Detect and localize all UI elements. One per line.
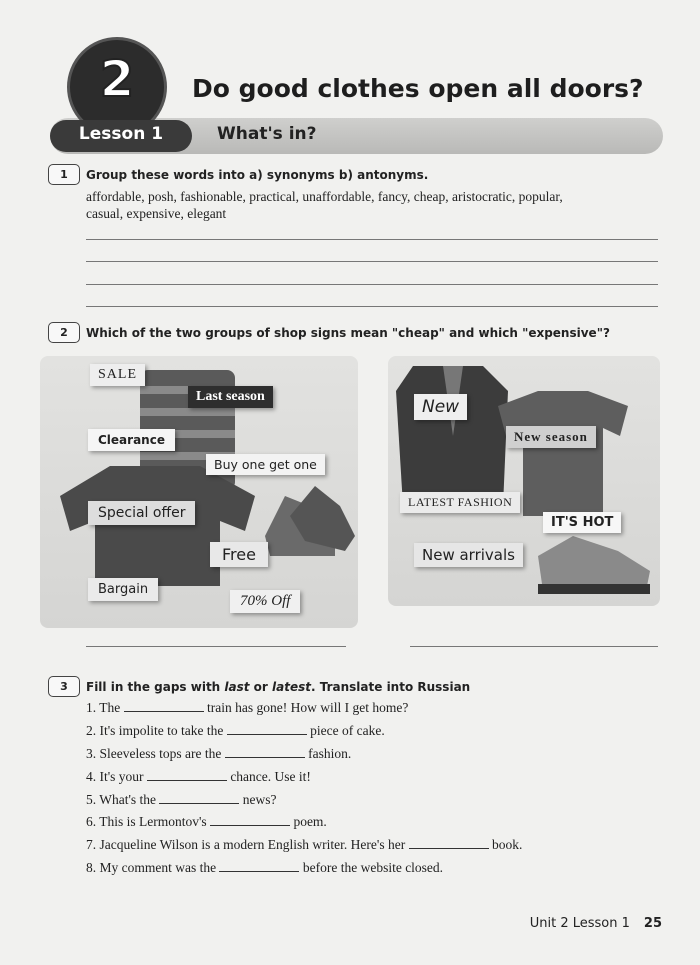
gap-blank[interactable] (409, 838, 489, 849)
shop-sign: Clearance (88, 429, 175, 451)
gap-blank[interactable] (147, 770, 227, 781)
shop-sign: Free (210, 542, 268, 567)
footer-unit-lesson: Unit 2 Lesson 1 (529, 916, 630, 931)
exercise-sentence: 6. This is Lermontov's poem. (86, 814, 327, 829)
gap-blank[interactable] (124, 701, 204, 712)
shop-sign: Buy one get one (206, 454, 325, 475)
answer-line[interactable] (86, 646, 346, 647)
exercise-sentence: 8. My comment was the before the website closed. (86, 860, 444, 875)
task-1-instruction: Group these words into a) synonyms b) antonyms. (86, 168, 429, 182)
shop-sign: Bargain (88, 578, 158, 601)
shop-sign: New season (506, 426, 596, 448)
exercise-sentence: 7. Jacqueline Wilson is a modern English writer. Here's her book. (86, 837, 523, 852)
gap-blank[interactable] (225, 747, 305, 758)
page-footer (530, 916, 662, 931)
shop-sign: IT'S HOT (543, 512, 621, 533)
gap-blank[interactable] (159, 793, 239, 804)
task-3-number: 3 (48, 676, 80, 697)
cheap-signs-photo (40, 356, 358, 628)
answer-line[interactable] (86, 284, 658, 285)
gap-blank[interactable] (219, 861, 299, 872)
shop-sign: New arrivals (414, 543, 523, 567)
task-2-number: 2 (48, 322, 80, 343)
lesson-label: Lesson 1 (78, 124, 164, 144)
exercise-sentence: 3. Sleeveless tops are the fashion. (86, 746, 352, 761)
shop-sign: New (414, 394, 467, 420)
gap-blank[interactable] (210, 815, 290, 826)
shop-sign: SALE (90, 364, 145, 386)
shop-sign: LATEST FASHION (400, 492, 520, 513)
answer-line[interactable] (410, 646, 658, 647)
gap-blank[interactable] (227, 724, 307, 735)
task-3-instruction: Fill in the gaps with last or latest. Translate into Russian (86, 680, 471, 694)
task-2-instruction: Which of the two groups of shop signs mean "cheap" and which "expensive"? (86, 326, 610, 340)
page-number: 25 (643, 916, 662, 931)
task-1-number: 1 (48, 164, 80, 185)
answer-line[interactable] (86, 261, 658, 262)
exercise-sentence: 2. It's impolite to take the piece of cake. (86, 723, 385, 738)
expensive-signs-photo (388, 356, 660, 606)
sneaker-image (538, 536, 650, 591)
exercise-sentence: 5. What's the news? (86, 792, 277, 807)
shop-sign: Special offer (88, 501, 195, 525)
unit-title: Do good clothes open all doors? (192, 74, 644, 103)
shop-sign: Last season (188, 386, 273, 408)
lesson-subtitle: What's in? (217, 124, 317, 144)
task-1-word-list: affordable, posh, fashionable, practical, unaffordable, fancy, cheap, aristocratic, popular, casual, expensive, elegant (86, 189, 563, 221)
unit-number: 2 (99, 50, 135, 108)
answer-line[interactable] (86, 239, 658, 240)
exercise-sentence: 1. The train has gone! How will I get home? (86, 700, 409, 715)
shop-sign: 70% Off (230, 590, 300, 613)
tshirt-image (60, 466, 255, 586)
answer-line[interactable] (86, 306, 658, 307)
exercise-sentence: 4. It's your chance. Use it! (86, 769, 311, 784)
